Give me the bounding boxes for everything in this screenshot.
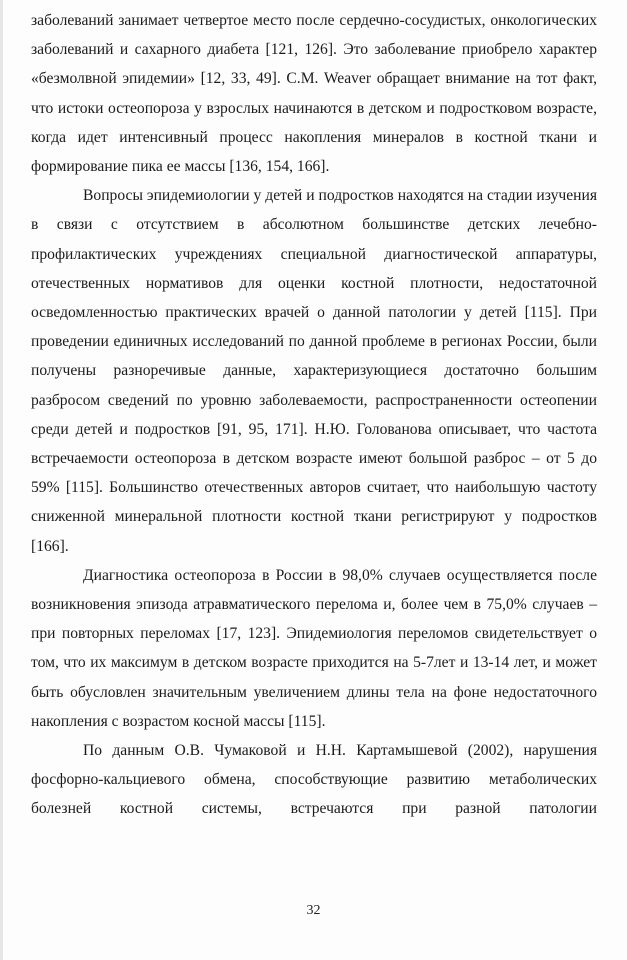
paragraph-1: заболеваний занимает четвертое место после сердечно-сосудистых, онкологических заболеваний и сахарного диабета [121, 126]. Это заболевание приобрело характер «безмолвной эпидемии» [12, 33, 49]. C.M. Weaver обращает внимание на тот факт, что истоки остеопороза у взрослых начинаются в детском и подростковом возрасте, когда идет интенсивный процесс накопления минералов в костной ткани и формирование пика ее массы [136, 154, 166]. — [31, 12, 597, 176]
paragraph-4: По данным О.В. Чумаковой и Н.Н. Картамышевой (2002), нарушения фосфорно-кальциевого обмена, способствующие развитию метаболических болезней костной системы, встречаются при разной патологии — [31, 742, 597, 818]
page-edge-shadow — [0, 0, 3, 960]
page-number: 32 — [306, 903, 321, 918]
paragraph-2: Вопросы эпидемиологии у детей и подростков находятся на стадии изучения в связи с отсутствием в абсолютном большинстве детских лечебно-профилактических учреждениях специальной диагностической аппаратуры, отечественных нормативов для оценки костной плотности, недостаточной осведомленностью практических врачей о данной патологии у детей [115]. При проведении единичных исследований по данной проблеме в регионах России, были получены разноречивые данные, характеризующиеся достаточно большим разбросом сведений по уровню заболеваемости, распространенности остеопении среди детей и подростков [91, 95, 171]. Н.Ю. Голованова описывает, что частота встречаемости остеопороза в детском возрасте имеют большой разброс – от 5 до 59% [115]. Большинство отечественных авторов считает, что наибольшую частоту сниженной минеральной плотности костной ткани регистрируют у подростков [166]. — [31, 187, 597, 555]
paragraph-3: Диагностика остеопороза в России в 98,0% случаев осуществляется после возникновения эпизода атравматического перелома и, более чем в 75,0% случаев – при повторных переломах [17, 123]. Эпидемиология переломов свидетельствует о том, что их максимум в детском возрасте приходится на 5-7лет и 13-14 лет, и может быть обусловлен значительным увеличением длины тела на фоне недостаточного накопления с возрастом косной массы [115]. — [31, 566, 597, 730]
body-text — [31, 6, 597, 824]
